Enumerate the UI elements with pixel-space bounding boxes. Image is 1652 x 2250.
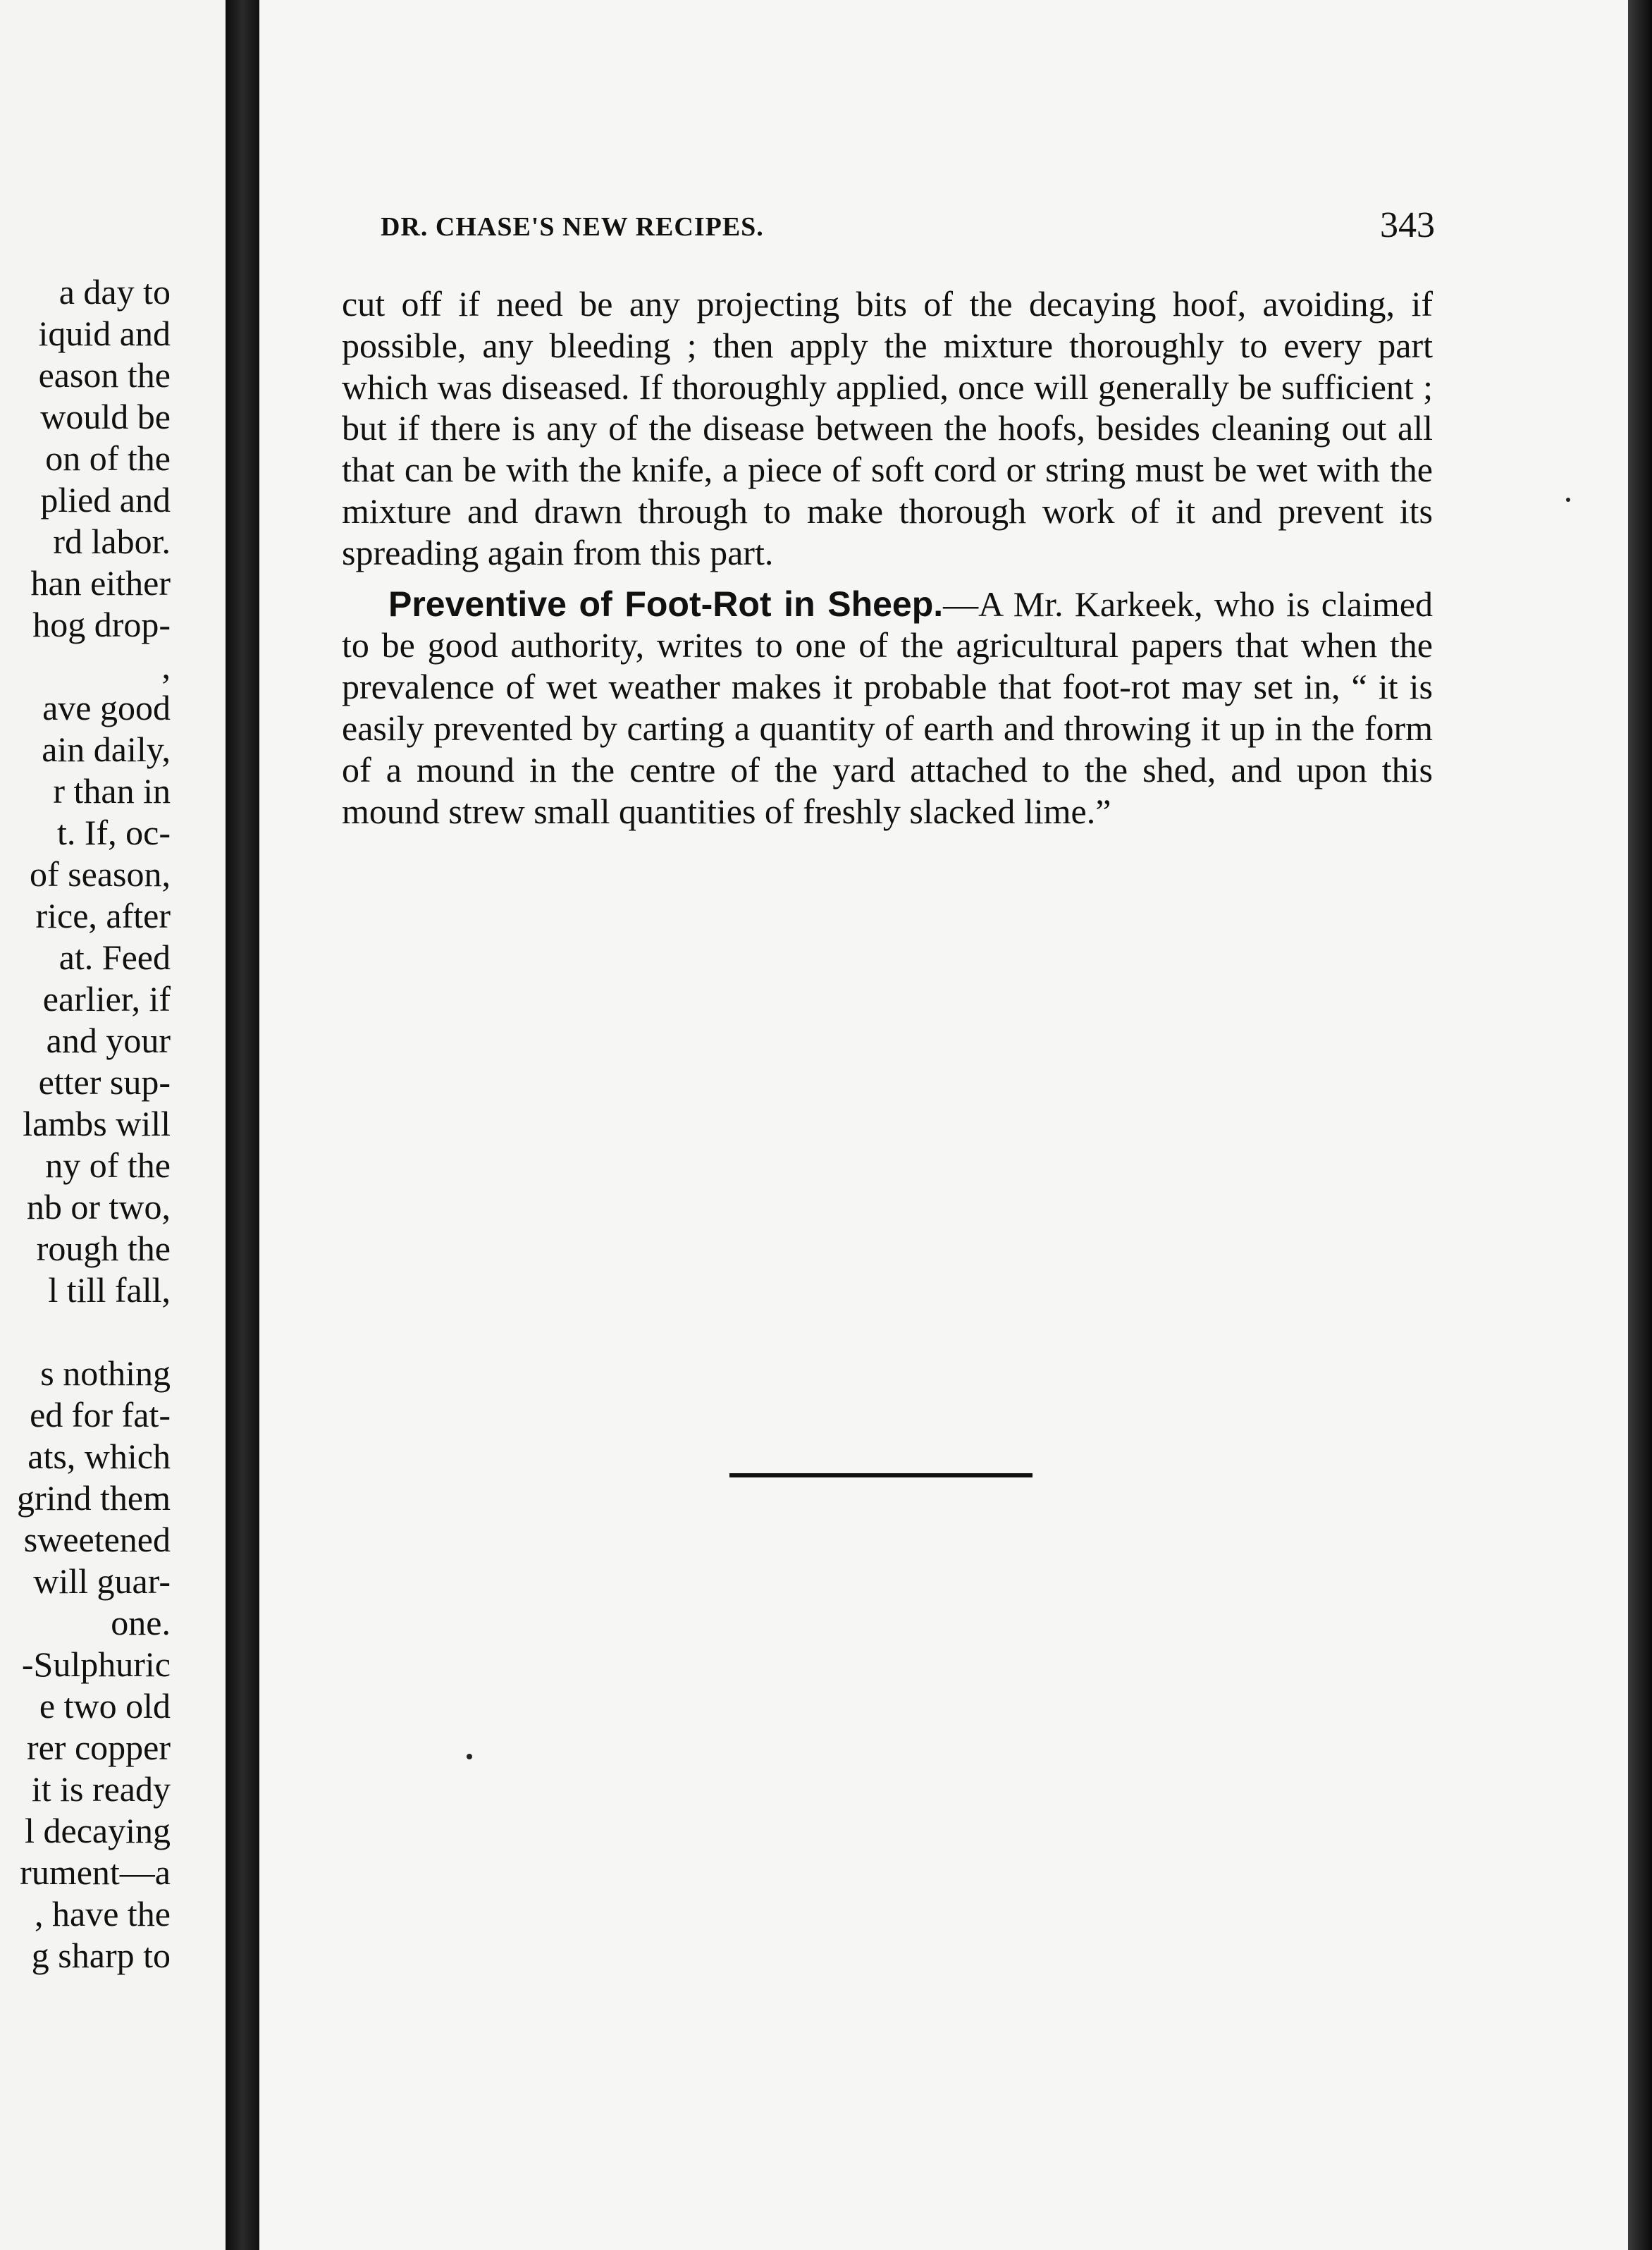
paragraph-foot-rot-prevention <box>342 584 1433 832</box>
left-page-line: g sharp to <box>31 1936 171 1975</box>
page-number: 343 <box>1380 205 1435 245</box>
running-title: DR. CHASE'S NEW RECIPES. <box>381 212 764 242</box>
left-page-line: at. Feed <box>58 938 171 977</box>
left-page-line: s nothing <box>40 1353 171 1393</box>
left-page-line: would be <box>40 397 171 436</box>
left-page-line: , have the <box>35 1894 171 1934</box>
left-page-line: a day to <box>58 272 171 312</box>
left-page-line: iquid and <box>38 314 171 353</box>
left-page-line: grind them <box>16 1478 171 1518</box>
left-page-line: -Sulphuric <box>21 1645 171 1684</box>
left-page-line: will guar- <box>33 1561 171 1601</box>
left-page-text <box>17 271 171 1977</box>
left-page-line: sweetened <box>23 1520 171 1559</box>
left-page-line: ny of the <box>45 1145 171 1185</box>
body-text <box>342 283 1433 832</box>
left-page-line: rument—a <box>20 1852 171 1892</box>
print-speck <box>1566 498 1570 502</box>
running-head <box>381 204 1435 254</box>
left-page-line: e two old <box>39 1686 171 1726</box>
left-page-line: l till fall, <box>48 1270 171 1310</box>
paragraph-text: —A Mr. Karkeek, who is claimed to be good authority, writes to one of the agricultural papers that when the prevalence of wet weather makes it probable that foot-rot may set in, “ it is easily prevented by carting a quantity of earth and throwing it up in the form of a mound in the centre of the yard attached to the shed, and upon this mound strew small quantities of freshly slacked lime.” <box>342 584 1434 831</box>
left-page-line: ave good <box>42 688 171 727</box>
left-page-line: r than in <box>53 771 171 811</box>
left-page-line: ed for fat- <box>30 1395 171 1434</box>
left-page-line: it is ready <box>31 1769 171 1809</box>
left-page-line: plied and <box>40 480 171 520</box>
left-page-line: rd labor. <box>53 522 171 561</box>
book-gutter <box>226 0 259 2250</box>
left-page-line: ain daily, <box>42 730 171 769</box>
left-page-line <box>17 1311 171 1353</box>
left-page-line: han either <box>30 563 171 603</box>
left-page-line: nb or two, <box>26 1187 171 1227</box>
left-page-line: rice, after <box>35 896 171 935</box>
left-page-line: eason the <box>38 355 171 395</box>
left-page-line: t. If, oc- <box>56 813 171 852</box>
left-page-line: and your <box>46 1021 171 1060</box>
left-page-line: l decaying <box>25 1811 171 1850</box>
left-page-line: , <box>161 646 171 686</box>
left-page-line: hog drop- <box>32 605 171 644</box>
page-edge <box>1628 0 1652 2250</box>
left-page-line: lambs will <box>23 1104 171 1143</box>
left-page-line: of season, <box>30 854 171 894</box>
left-page-line: rough the <box>36 1229 171 1268</box>
left-page-line: etter sup- <box>38 1062 171 1102</box>
left-page-line: earlier, if <box>42 979 171 1019</box>
left-page-line: on of the <box>45 438 171 478</box>
section-end-rule <box>729 1473 1032 1477</box>
paragraph-foot-rot-treatment: cut off if need be any projecting bits of the decaying hoof, avoiding, if possible, any bleeding ; then apply the mixture thoroughly to every part which was diseased. If thoroughly applied, once will generally be sufficient ; but if there is any of the disease between the hoofs, besides cleaning out all that can be with the knife, a piece of soft cord or string must be wet with the mixture and drawn through to make thorough work of it and prevent its spreading again from this part. <box>342 284 1433 572</box>
left-page-line: one. <box>111 1603 171 1642</box>
left-facing-page <box>0 0 226 2250</box>
section-heading: Preventive of Foot-Rot in Sheep. <box>388 584 944 624</box>
left-page-line: ats, which <box>27 1437 171 1476</box>
print-speck <box>467 1754 472 1759</box>
left-page-line: rer copper <box>26 1728 171 1767</box>
